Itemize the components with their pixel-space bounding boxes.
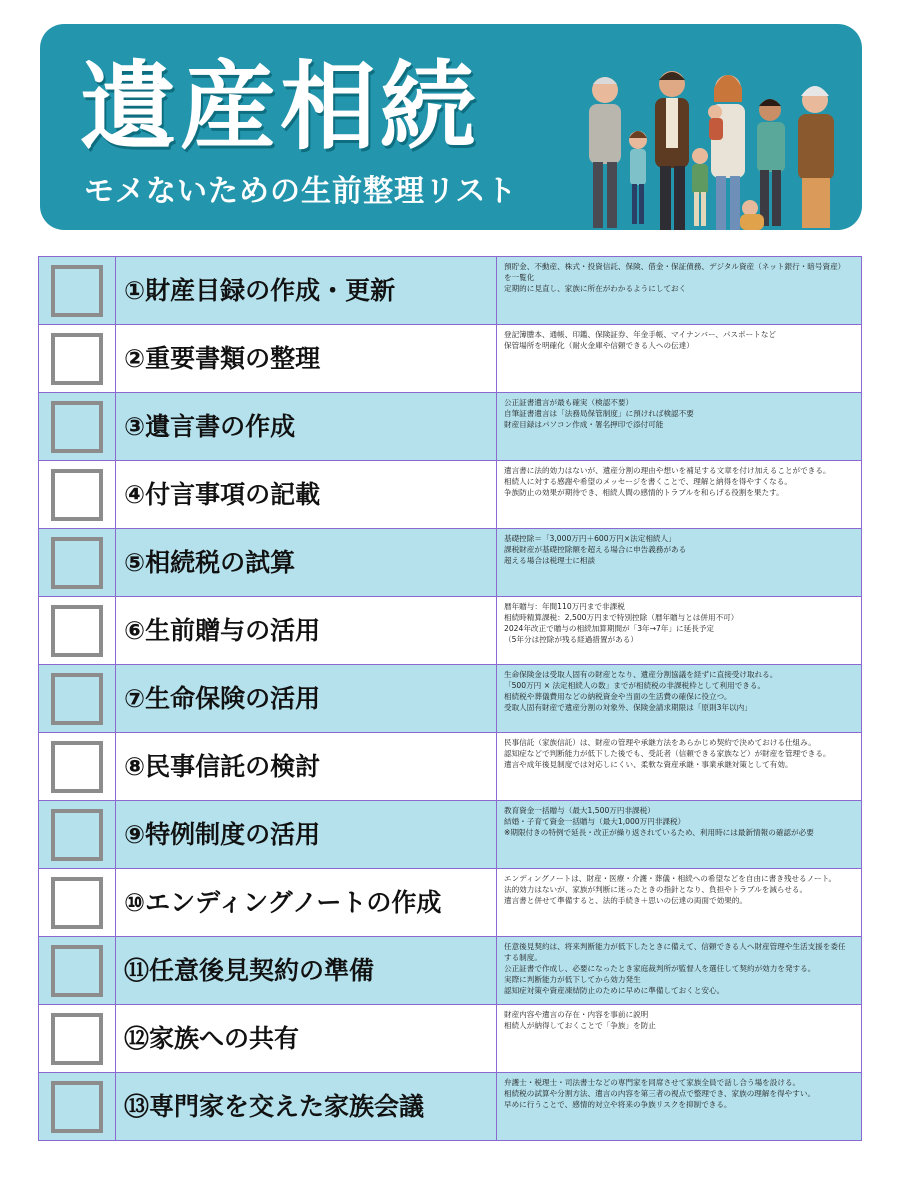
checkbox[interactable] xyxy=(51,265,103,317)
checkbox[interactable] xyxy=(51,877,103,929)
checkbox-cell xyxy=(39,869,116,937)
item-label: ⑧民事信託の検討 xyxy=(124,751,321,781)
description-line: 遺言書と併せて準備すると、法的手続き＋思いの伝達の両面で効果的。 xyxy=(504,896,747,905)
item-label-cell xyxy=(116,1073,497,1141)
item-description xyxy=(497,257,862,325)
item-label-cell xyxy=(116,461,497,529)
item-label-cell xyxy=(116,529,497,597)
description-line: 争族防止の効果が期待でき、相続人間の感情的トラブルを和らげる役割を果たす。 xyxy=(504,488,784,497)
checkbox-cell xyxy=(39,257,116,325)
description-line: する制度。 xyxy=(504,953,542,962)
checklist-row xyxy=(39,1005,862,1073)
description-line: 「500万円 × 法定相続人の数」までが相続税の非課税枠として利用できる。 xyxy=(504,681,766,690)
toddler-figure xyxy=(692,148,708,226)
girl-figure xyxy=(629,131,647,224)
mother-figure xyxy=(708,75,745,230)
item-description xyxy=(497,733,862,801)
item-label: ⑦生命保険の活用 xyxy=(124,683,321,713)
description-line: 早めに行うことで、感情的対立や将来の争族リスクを抑制できる。 xyxy=(504,1100,732,1109)
family-illustration xyxy=(580,60,860,230)
checkbox[interactable] xyxy=(51,673,103,725)
description-line: 暦年贈与：年間110万円まで非課税 xyxy=(504,602,625,611)
checklist-row xyxy=(39,801,862,869)
item-label-cell xyxy=(116,257,497,325)
description-line: 弁護士・税理士・司法書士などの専門家を同席させて家族全員で話し合う場を設ける。 xyxy=(504,1078,801,1087)
description-line: 課税財産が基礎控除額を超える場合に申告義務がある xyxy=(504,545,687,554)
description-line: 認知症などで判断能力が低下した後でも、受託者（信頼できる家族など）が財産を管理できる。 xyxy=(504,749,831,758)
checkbox[interactable] xyxy=(51,401,103,453)
checkbox[interactable] xyxy=(51,333,103,385)
description-line: 財産目録はパソコン作成・署名押印で添付可能 xyxy=(504,420,664,429)
description-line: 預貯金、不動産、株式・投資信託、保険、借金・保証債務、デジタル資産（ネット銀行・暗号資産） xyxy=(504,262,846,271)
description-line: 公正証書で作成し、必要になったとき家庭裁判所が監督人を選任して契約が効力を発する。 xyxy=(504,964,816,973)
checklist-row xyxy=(39,461,862,529)
checklist-row xyxy=(39,393,862,461)
checkbox-cell xyxy=(39,1073,116,1141)
header-banner xyxy=(40,24,862,230)
grandmother-figure xyxy=(798,86,834,228)
checklist-row xyxy=(39,257,862,325)
item-description xyxy=(497,801,862,869)
description-line: 相続時精算課税：2,500万円まで特別控除（暦年贈与とは併用不可） xyxy=(504,613,739,622)
checklist-table xyxy=(38,256,862,1141)
checkbox-cell xyxy=(39,733,116,801)
description-line: 実際に判断能力が低下してから効力発生 xyxy=(504,975,641,984)
father-figure xyxy=(655,71,689,230)
item-label-cell xyxy=(116,801,497,869)
description-line: 教育資金一括贈与（最大1,500万円非課税） xyxy=(504,806,655,815)
description-line: 保管場所を明確化（耐火金庫や信頼できる人への伝達） xyxy=(504,341,694,350)
description-line: 相続人に対する感謝や希望のメッセージを書くことで、理解と納得を得やすくなる。 xyxy=(504,477,792,486)
checkbox[interactable] xyxy=(51,1013,103,1065)
item-description xyxy=(497,1073,862,1141)
item-label: ⑩エンディングノートの作成 xyxy=(124,887,442,917)
description-line: 公正証書遺言が最も確実（検認不要） xyxy=(504,398,634,407)
item-label: ②重要書類の整理 xyxy=(124,343,321,373)
checkbox-cell xyxy=(39,801,116,869)
item-description xyxy=(497,325,862,393)
checkbox[interactable] xyxy=(51,945,103,997)
item-label: ⑨特例制度の活用 xyxy=(124,819,321,849)
checkbox-cell xyxy=(39,597,116,665)
description-line: 超える場合は税理士に相談 xyxy=(504,556,596,565)
boy-figure xyxy=(757,99,785,226)
checkbox-cell xyxy=(39,461,116,529)
checkbox[interactable] xyxy=(51,809,103,861)
description-line: 受取人固有財産で遺産分割の対象外、保険金請求期限は「原則3年以内」 xyxy=(504,703,752,712)
description-line: ※期限付きの特例で延長・改正が繰り返されているため、利用時には最新情報の確認が必要 xyxy=(504,828,814,837)
item-label: ⑬専門家を交えた家族会議 xyxy=(124,1091,425,1121)
description-line: 相続税の試算や分割方法、遺言の内容を第三者の視点で整理でき、家族の理解を得やすい。 xyxy=(504,1089,816,1098)
item-label-cell xyxy=(116,1005,497,1073)
checkbox[interactable] xyxy=(51,469,103,521)
description-line: （5年分は控除が残る経過措置がある） xyxy=(504,635,638,644)
page-subtitle: モメないための生前整理リスト xyxy=(84,174,518,209)
item-label-cell xyxy=(116,733,497,801)
item-label-cell xyxy=(116,597,497,665)
item-description xyxy=(497,461,862,529)
item-label: ①財産目録の作成・更新 xyxy=(124,275,396,305)
item-label: ⑫家族への共有 xyxy=(124,1023,300,1053)
description-line: エンディングノートは、財産・医療・介護・葬儀・相続への希望などを自由に書き残せるノート。 xyxy=(504,874,837,883)
description-line: 認知症対策や資産凍結防止のために早めに準備しておくと安心。 xyxy=(504,986,725,995)
grandfather-figure xyxy=(589,77,621,228)
checkbox-cell xyxy=(39,665,116,733)
description-line: 法的効力はないが、家族が判断に迷ったときの指針となり、負担やトラブルを減らせる。 xyxy=(504,885,808,894)
item-description xyxy=(497,869,862,937)
item-label-cell xyxy=(116,937,497,1005)
item-label: ⑥生前贈与の活用 xyxy=(124,615,321,645)
checklist-row xyxy=(39,529,862,597)
description-line: 民事信託（家族信託）は、財産の管理や承継方法をあらかじめ契約で決めておける仕組み。 xyxy=(504,738,816,747)
checklist-row xyxy=(39,869,862,937)
checkbox[interactable] xyxy=(51,537,103,589)
item-label: ⑪任意後見契約の準備 xyxy=(124,955,375,985)
item-label-cell xyxy=(116,393,497,461)
checkbox[interactable] xyxy=(51,741,103,793)
description-line: 結婚・子育て資金一括贈与（最大1,000万円非課税） xyxy=(504,817,686,826)
description-line: 生命保険金は受取人固有の財産となり、遺産分割協議を経ずに直接受け取れる。 xyxy=(504,670,778,679)
item-label-cell xyxy=(116,665,497,733)
checkbox-cell xyxy=(39,393,116,461)
description-line: 相続人が納得しておくことで「争族」を防止 xyxy=(504,1021,656,1030)
description-line: 2024年改正で贈与の相続加算期間が「3年→7年」に延長予定 xyxy=(504,624,715,633)
item-label-cell xyxy=(116,869,497,937)
description-line: 遺言書に法的効力はないが、遺産分割の理由や想いを補足する文章を付け加えることができる。 xyxy=(504,466,831,475)
item-label: ④付言事項の記載 xyxy=(124,479,321,509)
checklist-row xyxy=(39,1073,862,1141)
description-line: 基礎控除＝「3,000万円＋600万円×法定相続人」 xyxy=(504,534,676,543)
description-line: 相続税や葬儀費用などの納税資金や当面の生活費の確保に役立つ。 xyxy=(504,692,732,701)
checklist-row xyxy=(39,937,862,1005)
item-label: ③遺言書の作成 xyxy=(124,411,296,441)
checkbox[interactable] xyxy=(51,605,103,657)
description-line: を一覧化 xyxy=(504,273,535,282)
description-line: 遺言や成年後見制度では対応しにくい、柔軟な資産承継・事業承継対策として有効。 xyxy=(504,760,793,769)
item-description xyxy=(497,665,862,733)
item-label: ⑤相続税の試算 xyxy=(124,547,296,577)
checkbox-cell xyxy=(39,325,116,393)
page-title: 遺産相続 xyxy=(80,51,480,163)
description-line: 財産内容や遺言の存在・内容を事前に説明 xyxy=(504,1010,649,1019)
item-description xyxy=(497,529,862,597)
item-label-cell xyxy=(116,325,497,393)
description-line: 任意後見契約は、将来判断能力が低下したときに備えて、信頼できる人へ財産管理や生活支援を委任 xyxy=(504,942,846,951)
checkbox-cell xyxy=(39,1005,116,1073)
item-description xyxy=(497,1005,862,1073)
item-description xyxy=(497,597,862,665)
checklist-row xyxy=(39,325,862,393)
item-description xyxy=(497,393,862,461)
checklist-row xyxy=(39,665,862,733)
item-description xyxy=(497,937,862,1005)
checkbox[interactable] xyxy=(51,1081,103,1133)
description-line: 定期的に見直し、家族に所在がわかるようにしておく xyxy=(504,284,687,293)
checklist-row xyxy=(39,597,862,665)
checkbox-cell xyxy=(39,937,116,1005)
description-line: 自筆証書遺言は「法務局保管制度」に預ければ検認不要 xyxy=(504,409,694,418)
checkbox-cell xyxy=(39,529,116,597)
description-line: 登記簿謄本、通帳、印鑑、保険証券、年金手帳、マイナンバー、パスポートなど xyxy=(504,330,777,339)
checklist-row xyxy=(39,733,862,801)
